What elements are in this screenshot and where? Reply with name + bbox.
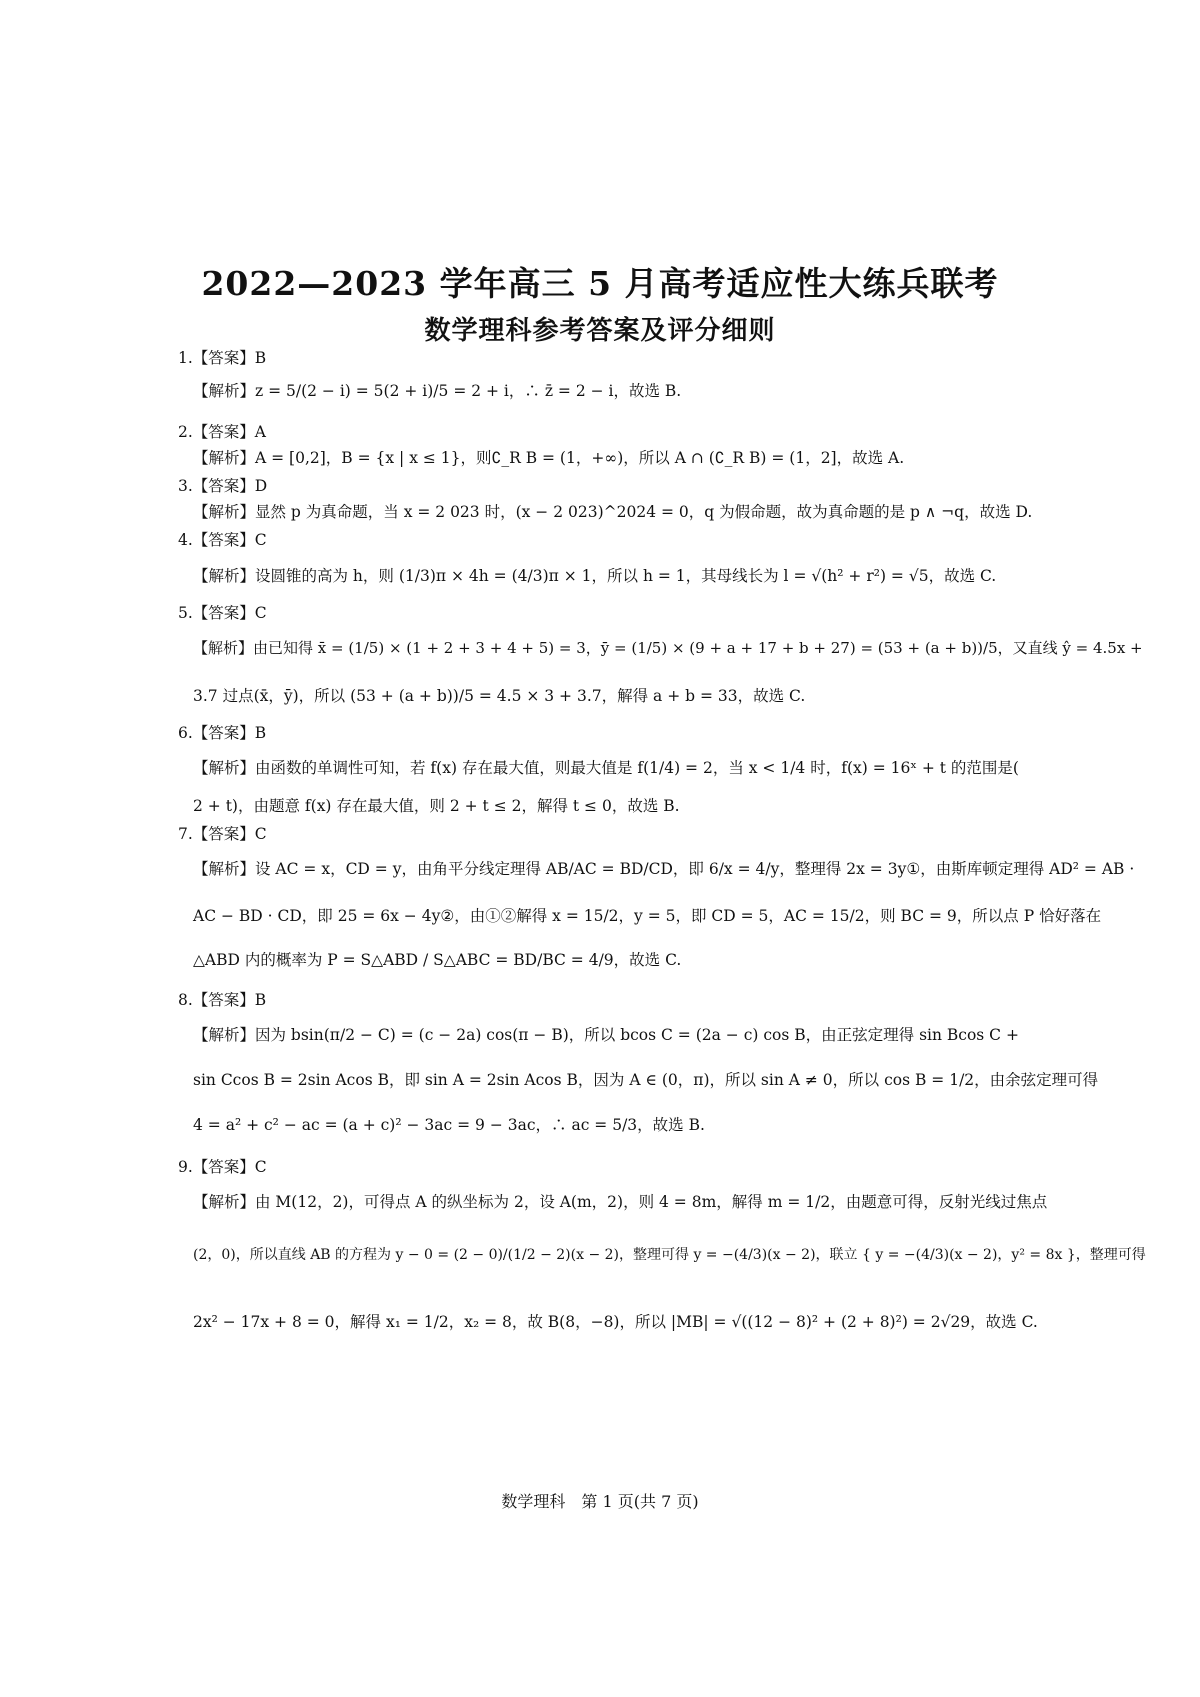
explanation-5-line-2: 3.7 过点(x̄，ȳ)，所以 (53 + (a + b))/5 = 4.5 × 3 + 3.7，解得 a + b = 33，故选 C. [193, 687, 806, 705]
answer-4: 4.【答案】C [178, 531, 267, 549]
answer-1: 1.【答案】B [178, 349, 267, 367]
answer-2: 2.【答案】A [178, 423, 266, 441]
explanation-7-line-2: AC − BD · CD，即 25 = 6x − 4y②，由①②解得 x = 15/2，y = 5，即 CD = 5，AC = 15/2，则 BC = 9，所以点 P 恰好落在 [193, 907, 1102, 925]
explanation-9-line-2: (2，0)，所以直线 AB 的方程为 y − 0 = (2 − 0)/(1/2 − 2)(x − 2)，整理可得 y = −(4/3)(x − 2)，联立 { y = −(4/3)(x − 2)，y² = 8x }，整理可得 [193, 1247, 1146, 1263]
explanation-9-line-1: 【解析】由 M(12，2)，可得点 A 的纵坐标为 2，设 A(m，2)，则 4 = 8m，解得 m = 1/2，由题意可得，反射光线过焦点 [193, 1193, 1048, 1211]
explanation-8-line-3: 4 = a² + c² − ac = (a + c)² − 3ac = 9 − 3ac，∴ ac = 5/3，故选 B. [193, 1116, 705, 1134]
answer-6: 6.【答案】B [178, 724, 267, 742]
explanation-6-line-2: 2 + t)，由题意 f(x) 存在最大值，则 2 + t ≤ 2，解得 t ≤ 0，故选 B. [193, 797, 680, 815]
page-subtitle: 数学理科参考答案及评分细则 [424, 316, 776, 346]
explanation-3-line-1: 【解析】显然 p 为真命题，当 x = 2 023 时，(x − 2 023)^2024 = 0，q 为假命题，故为真命题的是 p ∧ ¬q，故选 D. [193, 503, 1033, 521]
answer-5: 5.【答案】C [178, 604, 267, 622]
explanation-7-line-3: △ABD 内的概率为 P = S△ABD / S△ABC = BD/BC = 4/9，故选 C. [193, 951, 682, 969]
page-footer: 数学理科 第 1 页(共 7 页) [501, 1492, 699, 1511]
explanation-9-line-3: 2x² − 17x + 8 = 0，解得 x₁ = 1/2，x₂ = 8，故 B(8，−8)，所以 |MB| = √((12 − 8)² + (2 + 8)²) = 2√29，故选 C. [193, 1313, 1038, 1331]
explanation-8-line-2: sin Ccos B = 2sin Acos B，即 sin A = 2sin Acos B，因为 A ∈ (0，π)，所以 sin A ≠ 0，所以 cos B = 1/2，由余弦定理可得 [193, 1071, 1099, 1089]
answer-9: 9.【答案】C [178, 1158, 267, 1176]
answer-7: 7.【答案】C [178, 825, 267, 843]
explanation-1-line-1: 【解析】z = 5/(2 − i) = 5(2 + i)/5 = 2 + i，∴ z̄ = 2 − i，故选 B. [193, 382, 682, 400]
explanation-7-line-1: 【解析】设 AC = x，CD = y，由角平分线定理得 AB/AC = BD/CD，即 6/x = 4/y，整理得 2x = 3y①，由斯库顿定理得 AD² = AB · [193, 860, 1135, 878]
explanation-2-line-1: 【解析】A = [0,2]，B = {x | x ≤ 1}，则∁_R B = (1，+∞)，所以 A ∩ (∁_R B) = (1，2]，故选 A. [193, 449, 905, 467]
explanation-6-line-1: 【解析】由函数的单调性可知，若 f(x) 存在最大值，则最大值是 f(1/4) = 2，当 x < 1/4 时，f(x) = 16ˣ + t 的范围是( [193, 759, 1019, 777]
explanation-4-line-1: 【解析】设圆锥的高为 h，则 (1/3)π × 4h = (4/3)π × 1，所以 h = 1，其母线长为 l = √(h² + r²) = √5，故选 C. [193, 567, 997, 585]
answer-3: 3.【答案】D [178, 477, 268, 495]
explanation-8-line-1: 【解析】因为 bsin(π/2 − C) = (c − 2a) cos(π − B)，所以 bcos C = (2a − c) cos B，由正弦定理得 sin Bcos C + [193, 1026, 1019, 1044]
explanation-5-line-1: 【解析】由已知得 x̄ = (1/5) × (1 + 2 + 3 + 4 + 5) = 3，ȳ = (1/5) × (9 + a + 17 + b + 27) = (53 + (a + b))/5，又直线 ŷ = 4.5x + [193, 639, 1143, 657]
answer-8: 8.【答案】B [178, 991, 267, 1009]
page-title: 2022—2023 学年高三 5 月高考适应性大练兵联考 [201, 264, 999, 303]
